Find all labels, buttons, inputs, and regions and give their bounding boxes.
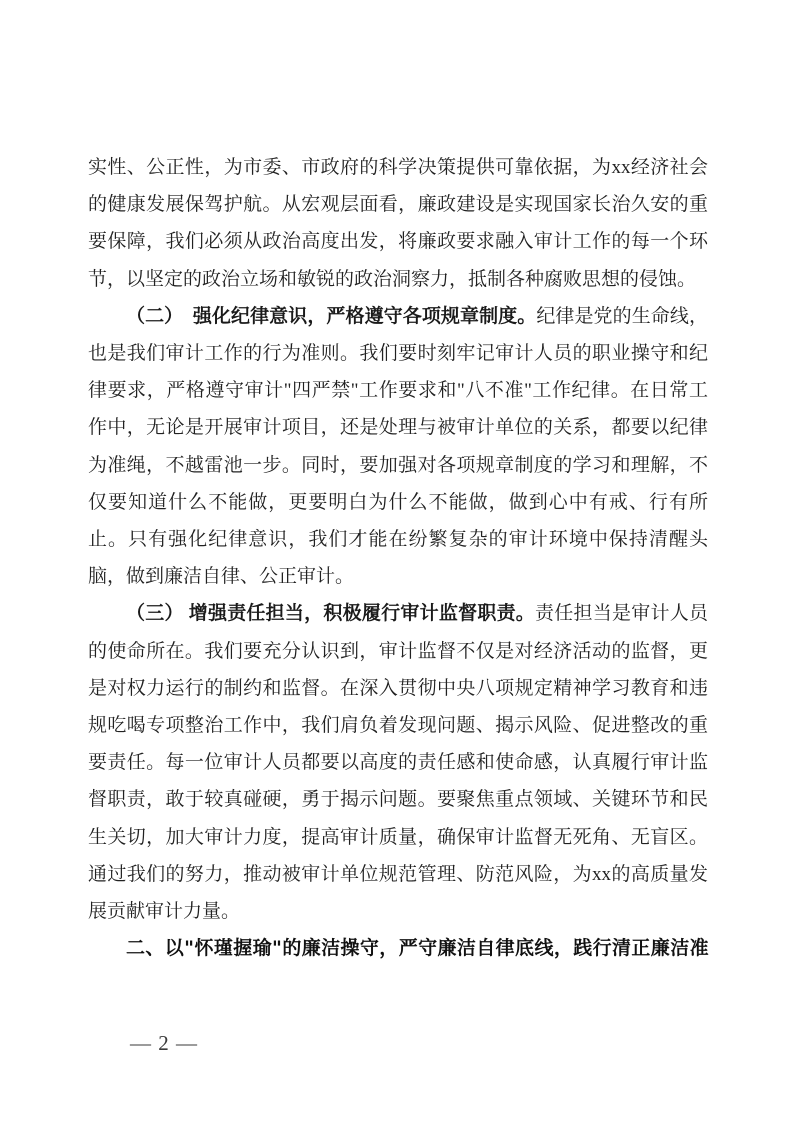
heading-part-2: 二、以"怀瑾握瑜"的廉洁操守，严守廉洁自律底线，践行清正廉洁准 <box>126 937 708 960</box>
paragraph-continuation: 实性、公正性，为市委、市政府的科学决策提供可靠依据，为xx经济社会的健康发展保驾护航。从宏观层面看，廉政建设是实现国家长治久安的重要保障，我们必须从政治高度出发，将廉政要求融入审计工作的每一个环节，以坚定的政治立场和敏锐的政治洞察力，抵制各种腐败思想的侵蚀。 <box>88 157 708 290</box>
paragraph-section-2 <box>88 298 708 596</box>
page-number <box>130 1031 198 1056</box>
section-3-text: 责任担当是审计人员的使命所在。我们要充分认识到，审计监督不仅是对经济活动的监督，更是对权力运行的制约和监督。在深入贯彻中央八项规定精神学习教育和违规吃喝专项整治工作中，我们肩负着发现问题、揭示风险、促进整改的重要责任。每一位审计人员都要以高度的责任感和使命感，认真履行审计监督职责，敢于较真碰硬，勇于揭示问题。要聚焦重点领域、关键环节和民生关切，加大审计力度，提高审计质量，确保审计监督无死角、无盲区。通过我们的努力，推动被审计单位规范管理、防范风险，为xx的高质量发展贡献审计力量。 <box>88 603 708 923</box>
document-body <box>88 149 708 967</box>
section-3-lead: （三） 增强责任担当，积极履行审计监督职责。 <box>126 603 536 625</box>
section-2-lead: （二） 强化纪律意识，严格遵守各项规章制度。 <box>126 305 537 327</box>
section-2-text: 纪律是党的生命线，也是我们审计工作的行为准则。我们要时刻牢记审计人员的职业操守和纪律要求，严格遵守审计"四严禁"工作要求和"八不准"工作纪律。在日常工作中，无论是开展审计项目，还是处理与被审计单位的关系，都要以纪律为准绳，不越雷池一步。同时，要加强对各项规章制度的学习和理解，不仅要知道什么不能做，更要明白为什么不能做，做到心中有戒、行有所止。只有强化纪律意识，我们才能在纷繁复杂的审计环境中保持清醒头脑，做到廉洁自律、公正审计。 <box>88 305 708 588</box>
page-number-text: — 2 — <box>130 1031 198 1055</box>
paragraph-section-3 <box>88 595 708 930</box>
